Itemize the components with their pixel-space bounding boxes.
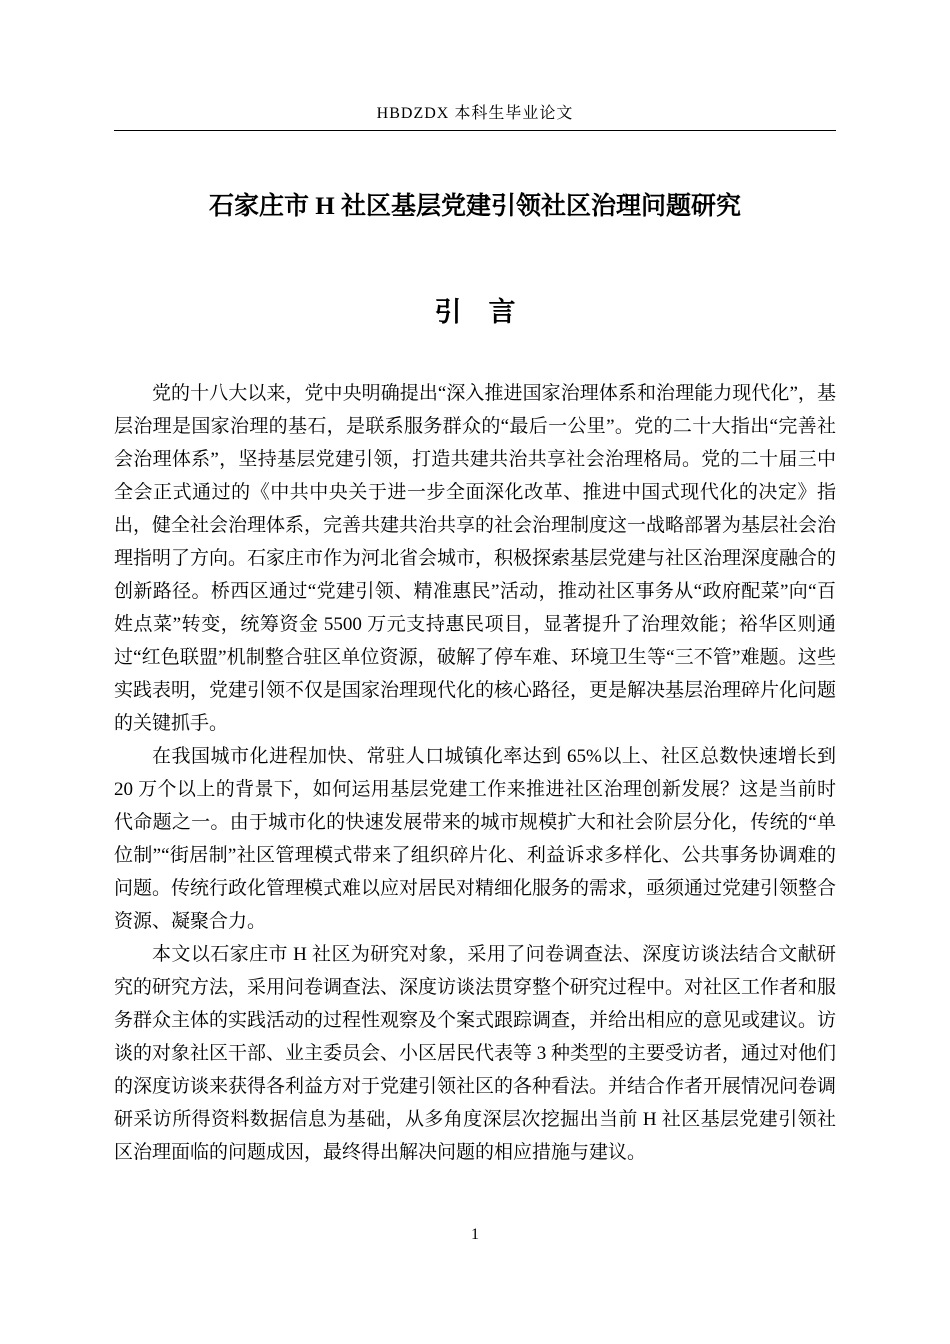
page-number: 1 bbox=[471, 1226, 479, 1243]
page-header bbox=[114, 100, 836, 131]
document-body bbox=[114, 377, 836, 1169]
header-text: HBDZDX 本科生毕业论文 bbox=[376, 105, 574, 122]
document-title: 石家庄市 H 社区基层党建引领社区治理问题研究 bbox=[209, 193, 741, 220]
section-heading: 引 言 bbox=[434, 296, 516, 327]
page-footer bbox=[0, 1226, 950, 1244]
paragraph: 党的十八大以来，党中央明确提出“深入推进国家治理体系和治理能力现代化”，基层治理是国家治理的基石，是联系服务群众的“最后一公里”。党的二十大指出“完善社会治理体系”，坚持基层党建引领，打造共建共治共享社会治理格局。党的二十届三中全会正式通过的《中共中央关于进一步全面深化改革、推进中国式现代化的决定》指出，健全社会治理体系，完善共建共治共享的社会治理制度这一战略部署为基层社会治理指明了方向。石家庄市作为河北省会城市，积极探索基层党建与社区治理深度融合的创新路径。桥西区通过“党建引领、精准惠民”活动，推动社区事务从“政府配菜”向“百姓点菜”转变，统筹资金 5500 万元支持惠民项目，显著提升了治理效能；裕华区则通过“红色联盟”机制整合驻区单位资源，破解了停车难、环境卫生等“三不管”难题。这些实践表明，党建引领不仅是国家治理现代化的核心路径，更是解决基层治理碎片化问题的关键抓手。 bbox=[114, 382, 837, 734]
paragraph: 本文以石家庄市 H 社区为研究对象，采用了问卷调查法、深度访谈法结合文献研究的研究方法，采用问卷调查法、深度访谈法贯穿整个研究过程中。对社区工作者和服务群众主体的实践活动的过程性观察及个案式跟踪调查，并给出相应的意见或建议。访谈的对象社区干部、业主委员会、小区居民代表等 3 种类型的主要受访者，通过对他们的深度访谈来获得各利益方对于党建引领社区的各种看法。并结合作者开展情况问卷调研采访所得资料数据信息为基础，从多角度深层次挖掘出当前 H 社区基层党建引领社区治理面临的问题成因，最终得出解决问题的相应措施与建议。 bbox=[114, 943, 837, 1163]
paragraph: 在我国城市化进程加快、常驻人口城镇化率达到 65%以上、社区总数快速增长到 20 万个以上的背景下，如何运用基层党建工作来推进社区治理创新发展？这是当前时代命题之一。由于城市化的快速发展带来的城市规模扩大和社会阶层分化，传统的“单位制”“街居制”社区管理模式带来了组织碎片化、利益诉求多样化、公共事务协调难的问题。传统行政化管理模式难以应对居民对精细化服务的需求，亟须通过党建引领整合资源、凝聚合力。 bbox=[114, 745, 837, 932]
